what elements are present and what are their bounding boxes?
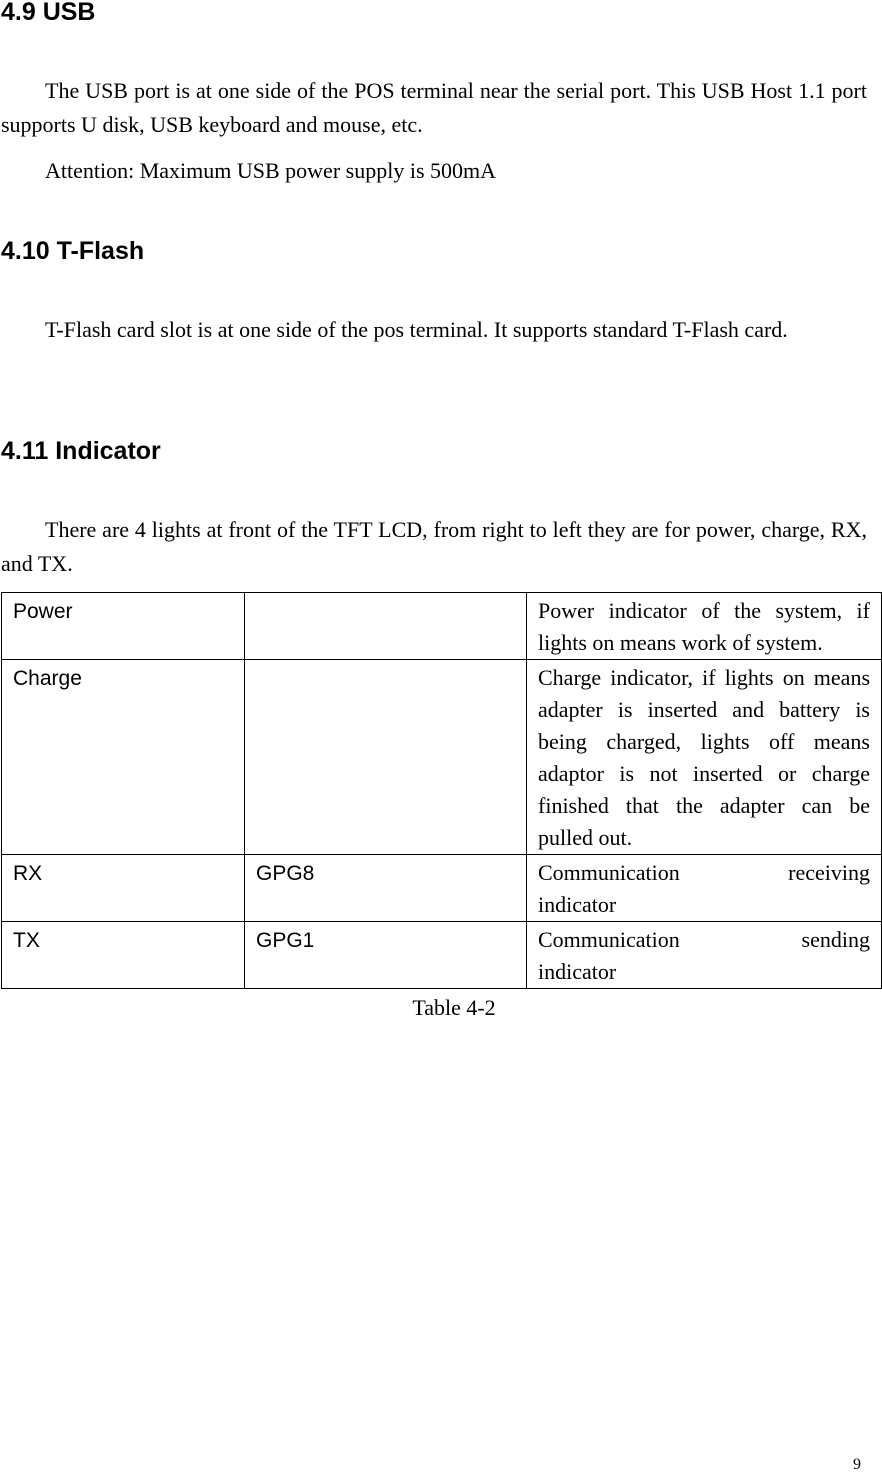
description-line: indicator (538, 959, 617, 984)
section-heading-tflash: 4.10 T-Flash (1, 237, 145, 265)
usb-paragraph: The USB port is at one side of the POS terminal near the serial port. This USB Host 1.1 port supports U disk, USB keyboard and mouse, etc. (1, 78, 867, 137)
table-row (2, 922, 882, 989)
indicator-table (1, 592, 882, 989)
indicator-name-cell: Charge (2, 660, 245, 855)
indicator-pin-cell (245, 660, 527, 855)
table-row (2, 855, 882, 922)
usb-attention-note: Attention: Maximum USB power supply is 500mA (45, 158, 496, 183)
indicator-description-cell (527, 922, 882, 989)
indicator-description-cell: Charge indicator, if lights on means adapter is inserted and battery is being charged, lights off means adaptor is not inserted or charge finished that the adapter can be pulled out. (527, 660, 882, 855)
section-heading-indicator: 4.11 Indicator (1, 437, 161, 465)
tflash-paragraph: T-Flash card slot is at one side of the pos terminal. It supports standard T-Flash card. (45, 317, 788, 342)
indicator-description-cell (527, 855, 882, 922)
indicator-name-cell: RX (2, 855, 245, 922)
description-line: Communication sending (538, 927, 870, 952)
indicator-pin-cell (245, 593, 527, 660)
table-row (2, 660, 882, 855)
indicator-name-cell: Power (2, 593, 245, 660)
page-number: 9 (853, 1456, 861, 1473)
table-caption: Table 4-2 (412, 995, 496, 1020)
section-heading-usb: 4.9 USB (1, 0, 96, 26)
description-line: Communication receiving (538, 860, 870, 885)
indicator-pin-cell: GPG1 (245, 922, 527, 989)
description-line: indicator (538, 892, 617, 917)
indicator-pin-cell: GPG8 (245, 855, 527, 922)
indicator-paragraph: There are 4 lights at front of the TFT LCD, from right to left they are for power, charge, RX, and TX. (1, 517, 867, 576)
indicator-name-cell: TX (2, 922, 245, 989)
table-row (2, 593, 882, 660)
indicator-description-cell: Power indicator of the system, if lights on means work of system. (527, 593, 882, 660)
